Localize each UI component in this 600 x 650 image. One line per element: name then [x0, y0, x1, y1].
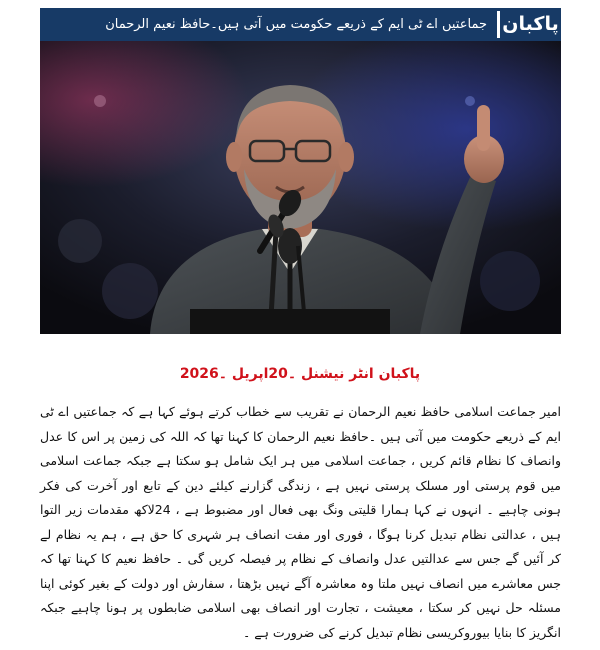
headline-banner — [40, 8, 561, 41]
site-logo[interactable]: پاکبان — [500, 8, 561, 41]
article-photo — [40, 41, 561, 334]
speaker-photo — [40, 41, 561, 334]
article-dateline: پاکبان انٹر نیشنل ۔20اپریل ۔2026 — [179, 366, 421, 382]
logo-separator — [497, 11, 500, 38]
article-body: امیر جماعت اسلامی حافظ نعیم الرحمان نے تقریب سے خطاب کرتے ہوئے کہا ہے کہ جماعتیں اے ٹی ایم کے ذریعے حکومت میں آتی ہیں ۔حافظ نعیم الرحمان کا کہنا تھا کہ اللہ کی زمین پر اس کا عدل وانصاف کا نظام قائم کریں ، جماعت اسلامی میں ہر ایک شامل ہو سکتا ہے جبکہ جماعت اسلامی میں قوم پرستی اور مسلک پرستی نہیں ہے ، زندگی گزارنے کیلئے دین کے تابع اور آخرت کی فکر ہونی چاہیے ۔ انہوں نے کہا ہمارا قلیتی ونگ بھی فعال اور مضبوط ہے ، 24لاکھ مقدمات زیر التوا ہیں ، عدالتی نظام تبدیل کرنا ہوگا ، فوری اور مفت انصاف ہر شہری کا حق ہے ، ہم یہ نظام لے کر آئیں گے جس سے عدالتیں عدل وانصاف کے نظام پر فیصلہ کریں گی ۔ حافظ نعیم کا کہنا تھا کہ جس معاشرے میں انصاف نہیں ملتا وہ معاشرہ آگے نہیں بڑھتا ، سفارش اور دولت کے بغیر کوئی اپنا مسئلہ حل نہیں کر سکتا ، معیشت ، تجارت اور انصاف بھی اسلامی ضابطوں پر ہونا چاہیے جبکہ انگریز کا بنایا بیوروکریسی نظام تبدیل کرنے کی ضرورت ہے ۔ — [40, 404, 561, 640]
headline-text: جماعتیں اے ٹی ایم کے ذریعے حکومت میں آتی ہیں۔حافظ نعیم الرحمان — [105, 17, 487, 32]
